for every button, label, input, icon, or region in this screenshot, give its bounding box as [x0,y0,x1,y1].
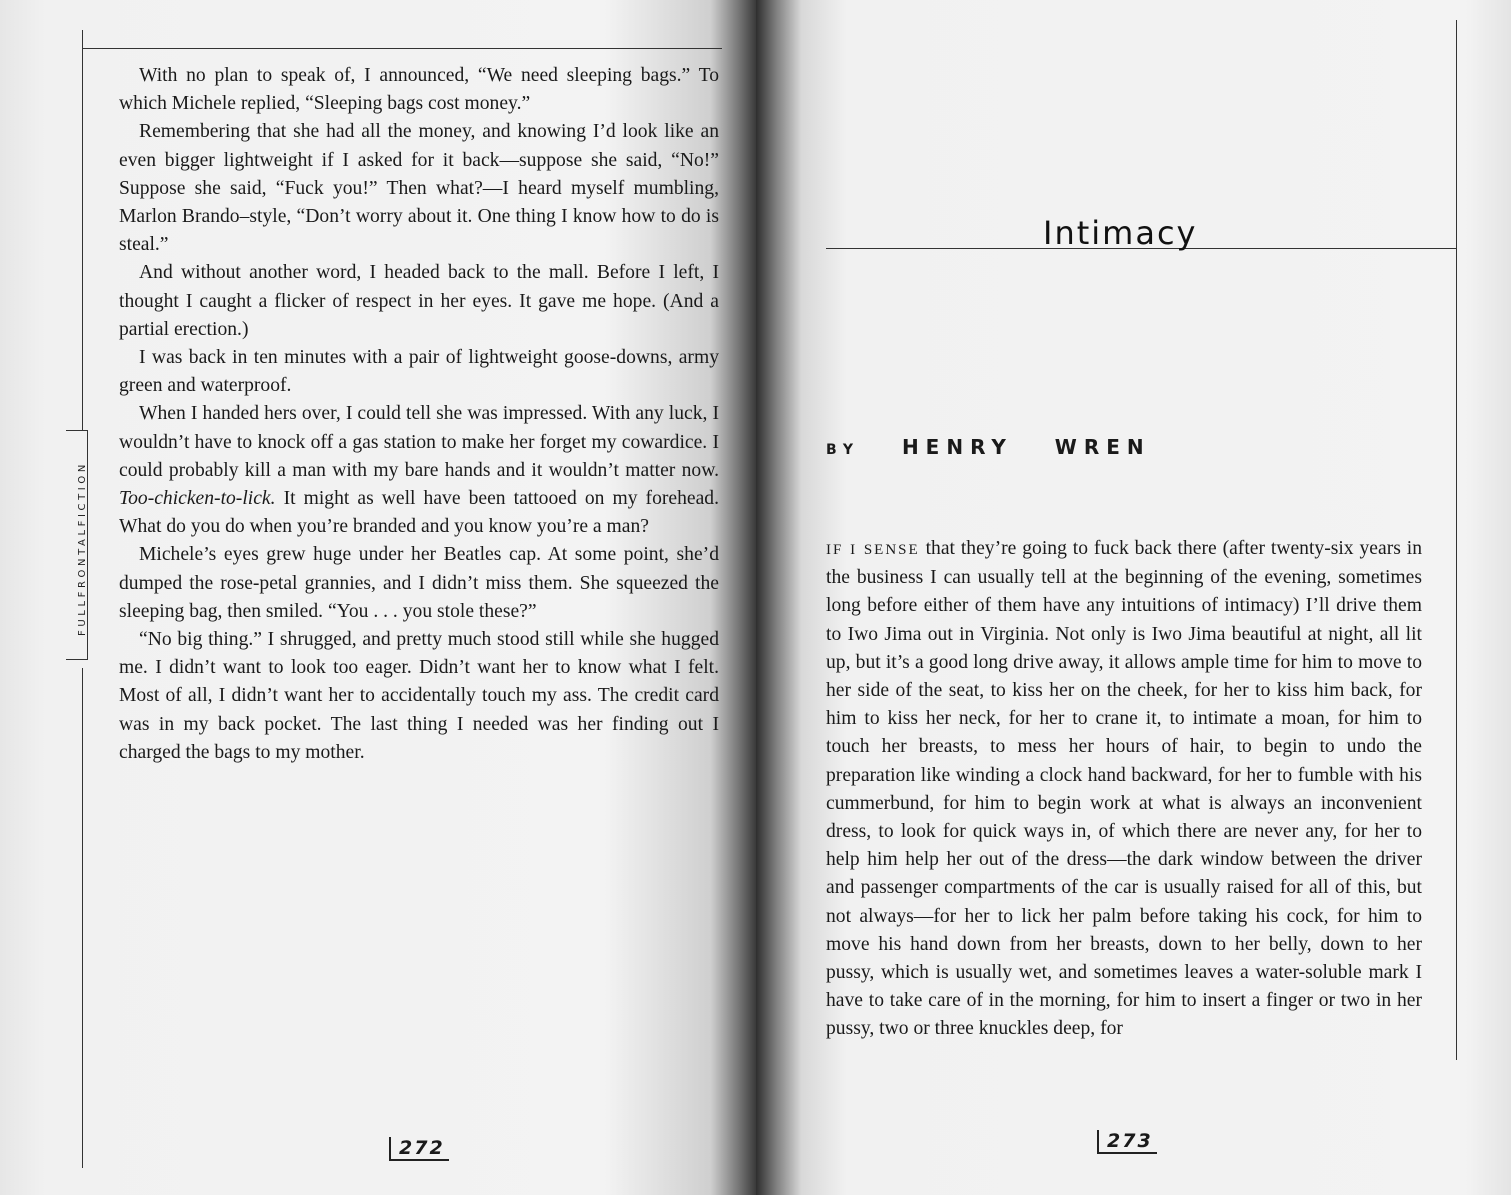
opening-smallcaps: IF I SENSE [826,542,920,558]
right-body-text [826,535,1422,1044]
byline-last-name: WREN [1054,435,1151,459]
opening-paragraph [826,535,1422,1044]
margin-rule-top [82,30,83,430]
page-number-left: 272 [389,1137,449,1161]
text-run: And without another word, I headed back to the mall. Before I left, I thought I caught a flicker of respect in her eyes. It gave me hope. (And a partial erection.) [119,262,719,340]
text-run: With no plan to speak of, I announced, “We need sleeping bags.” To which Michele replied, “Sleeping bags cost money.” [119,65,719,115]
text-run: I was back in ten minutes with a pair of lightweight goose-downs, army green and waterproof. [119,347,719,397]
byline-first-name: HENRY [901,435,1013,459]
italic-text: Too-chicken-to-lick. [119,488,276,510]
opening-text: that they’re going to fuck back there (after twenty-six years in the business I can usually tell at the beginning of the evening, sometimes long before either of them have any intuitions of intimacy) I’ll drive them to Iwo Jima out in Virginia. Not only is Iwo Jima beautiful at night, all lit up, but it’s a good long drive away, it allows ample time for him to move to her side of the seat, to kiss her on the cheek, for her to kiss him back, for him to kiss her neck, for her to crane it, to intimate a moan, for him to touch her breasts, to mess her hours of hair, to begin to undo the preparation like winding a clock hand backward, for her to fumble with his cummerbund, for him to begin work at what is always an inconvenient dress, to look for quick ways in, of which there are never any, for her to help him help her out of the dress—the dark window between the driver and passenger compartments of the car is usually raised for all of this, but not always—for her to lick her palm before taking his cock, for him to move his hand down from her breasts, down to her belly, down to her pussy, which is usually wet, and sometimes leaves a water-soluble mark I have to take care of in the morning, for him to insert a finger or two in her pussy, two or three knuckles deep, for [826,538,1422,1040]
left-body-text [119,62,719,767]
paragraph [119,118,719,259]
running-head-bracket [66,430,88,660]
paragraph [119,259,719,344]
byline [826,435,1151,459]
paragraph [119,62,719,118]
text-run: “No big thing.” I shrugged, and pretty much stood still while she hugged me. I didn’t want to look too eager. Didn’t want her to know what I felt. Most of all, I didn’t want her to accidentally touch my ass. The credit card was in my back pocket. The last thing I needed was her finding out I charged the bags to my mother. [119,629,719,763]
running-head-text: FULLFRONTALFICTION [77,461,88,637]
text-run: It might as well have been tattooed on my forehead. What do you do when you’re branded and you know you’re a man? [119,488,719,538]
right-margin-rule [1456,20,1457,1060]
byline-by: BY [826,442,861,458]
text-run: Remembering that she had all the money, and knowing I’d look like an even bigger lightweight if I asked for it back—suppose she said, “No!” Suppose she said, “Fuck you!” Then what?—I heard myself mumbling, Marlon Brando–style, “Don’t worry about it. One thing I know how to do is steal.” [119,121,719,256]
paragraph [119,626,719,767]
paragraph [119,344,719,400]
margin-rule-bottom [82,668,83,1168]
top-rule [82,48,722,49]
story-title: Intimacy [1043,214,1198,252]
page-number-right: 273 [1097,1130,1157,1154]
text-run: Michele’s eyes grew huge under her Beatles cap. At some point, she’d dumped the rose-petal grannies, and I didn’t miss them. She squeezed the sleeping bag, then smiled. “You . . . you stole these?” [119,544,719,622]
text-run: When I handed hers over, I could tell she was impressed. With any luck, I wouldn’t have to knock off a gas station to make her forget my cowardice. I could probably kill a man with my bare hands and it wouldn’t matter now. [119,403,719,481]
paragraph [119,400,719,541]
paragraph [119,541,719,626]
